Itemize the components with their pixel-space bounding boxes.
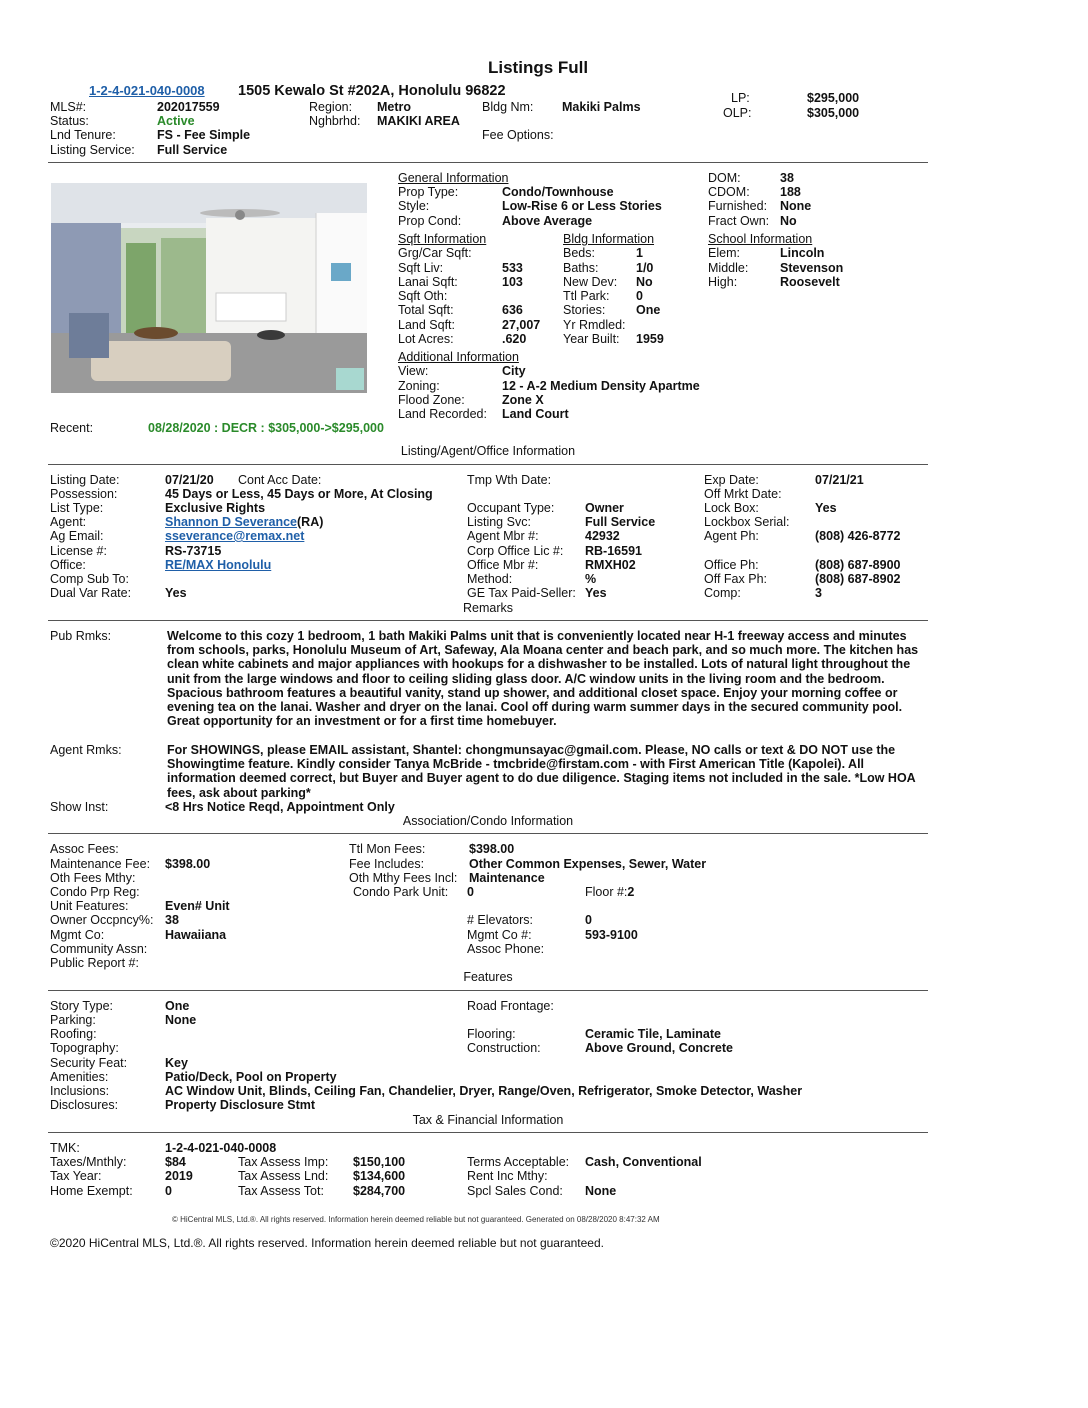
baths-label: Baths:: [563, 261, 599, 275]
terms-value: Cash, Conventional: [585, 1155, 702, 1169]
dual-label: Dual Var Rate:: [50, 586, 132, 600]
lockbox-label: Lock Box:: [704, 501, 759, 515]
fee-incl-label: Fee Includes:: [349, 857, 425, 871]
rent-inc-label: Rent Inc Mthy:: [467, 1169, 548, 1183]
listing-address: 1505 Kewalo St #202A, Honolulu 96822: [238, 83, 506, 99]
tax-year-label: Tax Year:: [50, 1169, 102, 1183]
license-label: License #:: [50, 544, 107, 558]
agent-mbr-value: 42932: [585, 529, 620, 543]
public-report-label: Public Report #:: [50, 956, 139, 970]
section-features-heading: Features: [463, 970, 513, 984]
topography-label: Topography:: [50, 1041, 119, 1055]
assess-lnd-value: $134,600: [353, 1169, 406, 1183]
show-inst-label: Show Inst:: [50, 800, 109, 814]
exp-date-label: Exp Date:: [704, 473, 759, 487]
dual-value: Yes: [165, 586, 187, 600]
recent-value: 08/28/2020 : DECR : $305,000->$295,000: [148, 421, 384, 435]
method-value: %: [585, 572, 597, 586]
park-label: Ttl Park:: [563, 289, 610, 303]
maint-fee-value: $398.00: [165, 857, 211, 871]
license-value: RS-73715: [165, 544, 222, 558]
rmdled-label: Yr Rmdled:: [563, 318, 626, 332]
general-heading: General Information: [398, 171, 509, 185]
ge-tax-label: GE Tax Paid-Seller:: [467, 586, 576, 600]
status-label: Status:: [50, 114, 89, 128]
newdev-value: No: [636, 275, 653, 289]
flood-value: Zone X: [502, 393, 544, 407]
recorded-label: Land Recorded:: [398, 407, 487, 421]
furnished-label: Furnished:: [708, 199, 768, 213]
tmk-link[interactable]: 1-2-4-021-040-0008: [89, 83, 205, 98]
assoc-fees-label: Assoc Fees:: [50, 842, 119, 856]
assess-tot-value: $284,700: [353, 1184, 406, 1198]
tenure-value: FS - Fee Simple: [157, 128, 251, 142]
middle-value: Stevenson: [780, 261, 844, 275]
lockbox-value: Yes: [815, 501, 837, 515]
nghbrhd-value: MAKIKI AREA: [377, 114, 460, 128]
listing-date-value: 07/21/20: [165, 473, 214, 487]
baths-value: 1/0: [636, 261, 654, 275]
built-label: Year Built:: [563, 332, 620, 346]
maint-fee-label: Maintenance Fee:: [50, 857, 151, 871]
office-ph-value: (808) 687-8900: [815, 558, 901, 572]
condo-reg-label: Condo Prp Reg:: [50, 885, 140, 899]
dom-label: DOM:: [708, 171, 741, 185]
list-type-value: Exclusive Rights: [165, 501, 266, 515]
flooring-label: Flooring:: [467, 1027, 516, 1041]
service-value: Full Service: [157, 143, 228, 157]
amenities-label: Amenities:: [50, 1070, 109, 1084]
school-heading: School Information: [708, 232, 813, 246]
mls-label: MLS#:: [50, 100, 87, 114]
agent-label: Agent:: [50, 515, 87, 529]
total-sqft-label: Total Sqft:: [398, 303, 454, 317]
section-tax-heading: Tax & Financial Information: [412, 1113, 564, 1127]
lockbox-serial-label: Lockbox Serial:: [704, 515, 790, 529]
olp-label: OLP:: [723, 106, 752, 120]
style-value: Low-Rise 6 or Less Stories: [502, 199, 662, 213]
assess-imp-value: $150,100: [353, 1155, 406, 1169]
beds-label: Beds:: [563, 246, 595, 260]
service-label: Listing Service:: [50, 143, 135, 157]
exp-date-value: 07/21/21: [815, 473, 864, 487]
generated-footer: © HiCentral MLS, Ltd.®. All rights reserved. Information herein deemed reliable but not guaranteed. Generated on 08/28/2020 8:47:32 AM: [172, 1215, 660, 1224]
comp-value: 3: [815, 586, 822, 600]
page-title: Listings Full: [488, 58, 589, 77]
owner-occ-value: 38: [165, 913, 179, 927]
parking-value: None: [165, 1013, 197, 1027]
assess-lnd-label: Tax Assess Lnd:: [238, 1169, 329, 1183]
floor-label: Floor #:: [585, 885, 628, 899]
view-label: View:: [398, 364, 429, 378]
prop-type-value: Condo/Townhouse: [502, 185, 614, 199]
mgmt-co-value: Hawaiiana: [165, 928, 227, 942]
inclusions-label: Inclusions:: [50, 1084, 110, 1098]
zoning-value: 12 - A-2 Medium Density Apartme: [502, 379, 700, 393]
security-value: Key: [165, 1056, 188, 1070]
security-label: Security Feat:: [50, 1056, 128, 1070]
furnished-value: None: [780, 199, 812, 213]
spcl-sales-label: Spcl Sales Cond:: [467, 1184, 563, 1198]
agent-mbr-label: Agent Mbr #:: [467, 529, 539, 543]
story-label: Story Type:: [50, 999, 113, 1013]
section-remarks-heading: Remarks: [462, 601, 513, 615]
possession-label: Possession:: [50, 487, 118, 501]
lanai-value: 103: [502, 275, 523, 289]
spcl-sales-value: None: [585, 1184, 617, 1198]
pub-rmks-text: Welcome to this cozy 1 bedroom, 1 bath Makiki Palms unit that is conveniently located near H-1 freeway access and minutes from schools, parks, Honolulu Museum of Art, Safeway, Ala Moana center and beach park, and so much more. The kitchen has clean white cabinets and major appliances with hookups for a dishwasher to be installed. Lots of natural light throughout the unit from the large windows and floor to ceiling sliding glass door. A/C window units in the living room and the bedroom. Spacious bathroom features a beautiful vanity, stand up shower, and additional closet space. Enjoy your morning coffee or evening tea on the lanai. Washer and dryer on the lanai. Cool off during warm summer days in the secured community pool. Great opportunity for an investment or for a first time homebuyer.: [167, 629, 919, 729]
taxes-label: Taxes/Mnthly:: [50, 1155, 127, 1169]
divider: [48, 833, 928, 834]
cond-label: Prop Cond:: [398, 214, 462, 228]
list-type-label: List Type:: [50, 501, 104, 515]
disclosures-label: Disclosures:: [50, 1098, 119, 1112]
olp-value: $305,000: [807, 106, 860, 120]
unit-features-label: Unit Features:: [50, 899, 129, 913]
taxes-value: $84: [165, 1155, 186, 1169]
office-label: Office:: [50, 558, 86, 572]
office-link[interactable]: RE/MAX Honolulu: [165, 558, 272, 572]
office-ph-label: Office Ph:: [704, 558, 759, 572]
possession-value: 45 Days or Less, 45 Days or More, At Closing: [165, 487, 433, 501]
corp-lic-label: Corp Office Lic #:: [467, 544, 564, 558]
park-unit-value: 0: [467, 885, 474, 899]
style-label: Style:: [398, 199, 430, 213]
land-sqft-label: Land Sqft:: [398, 318, 455, 332]
lp-label: LP:: [731, 91, 750, 105]
roofing-label: Roofing:: [50, 1027, 97, 1041]
agent-suffix: (RA): [297, 515, 324, 529]
built-value: 1959: [636, 332, 664, 346]
grg-label: Grg/Car Sqft:: [398, 246, 472, 260]
oth-fees-label: Oth Fees Mthy:: [50, 871, 136, 885]
acres-value: .620: [502, 332, 527, 346]
elem-value: Lincoln: [780, 246, 825, 260]
elem-label: Elem:: [708, 246, 740, 260]
occupant-label: Occupant Type:: [467, 501, 555, 515]
terms-label: Terms Acceptable:: [467, 1155, 570, 1169]
section-assoc-heading: Association/Condo Information: [402, 814, 574, 828]
construction-label: Construction:: [467, 1041, 541, 1055]
floor-value: 2: [627, 885, 635, 899]
lp-value: $295,000: [807, 91, 860, 105]
bldg-label: Bldg Nm:: [482, 100, 534, 114]
listing-date-label: Listing Date:: [50, 473, 120, 487]
property-photo[interactable]: [51, 183, 367, 393]
fax-value: (808) 687-8902: [815, 572, 901, 586]
property-photo-image: [51, 183, 367, 393]
divider: [48, 1132, 928, 1133]
cdom-value: 188: [780, 185, 801, 199]
liv-value: 533: [502, 261, 523, 275]
listing-svc-label: Listing Svc:: [467, 515, 531, 529]
pub-rmks-label: Pub Rmks:: [50, 629, 112, 643]
bldg-value: Makiki Palms: [562, 100, 641, 114]
acres-label: Lot Acres:: [398, 332, 454, 346]
agent-name-row: [165, 515, 323, 529]
fee-options-label: Fee Options:: [482, 128, 554, 142]
mgmt-no-label: Mgmt Co #:: [467, 928, 532, 942]
flood-label: Flood Zone:: [398, 393, 465, 407]
cond-value: Above Average: [502, 214, 593, 228]
home-exempt-label: Home Exempt:: [50, 1184, 133, 1198]
elevators-label: # Elevators:: [467, 913, 534, 927]
story-value: One: [165, 999, 190, 1013]
sqft-heading: Sqft Information: [398, 232, 487, 246]
high-label: High:: [708, 275, 738, 289]
parking-label: Parking:: [50, 1013, 96, 1027]
liv-label: Sqft Liv:: [398, 261, 444, 275]
fract-value: No: [780, 214, 797, 228]
additional-heading: Additional Information: [398, 350, 519, 364]
mls-number: 202017559: [157, 100, 220, 114]
assoc-phone-label: Assoc Phone:: [467, 942, 545, 956]
tax-year-value: 2019: [165, 1169, 193, 1183]
recorded-value: Land Court: [502, 407, 569, 421]
divider: [48, 464, 928, 465]
fax-label: Off Fax Ph:: [704, 572, 767, 586]
comp-label: Comp:: [704, 586, 741, 600]
construction-value: Above Ground, Concrete: [585, 1041, 733, 1055]
stories-label: Stories:: [563, 303, 606, 317]
fee-incl-value: Other Common Expenses, Sewer, Water: [469, 857, 707, 871]
comp-sub-label: Comp Sub To:: [50, 572, 129, 586]
cdom-label: CDOM:: [708, 185, 750, 199]
method-label: Method:: [467, 572, 513, 586]
tmp-wth-label: Tmp Wth Date:: [467, 473, 552, 487]
nghbrhd-label: Nghbrhd:: [309, 114, 361, 128]
agent-rmks-label: Agent Rmks:: [50, 743, 122, 757]
road-frontage-label: Road Frontage:: [467, 999, 554, 1013]
elevators-value: 0: [585, 913, 592, 927]
ttl-mon-value: $398.00: [469, 842, 515, 856]
mgmt-co-label: Mgmt Co:: [50, 928, 105, 942]
assess-imp-label: Tax Assess Imp:: [238, 1155, 329, 1169]
assess-tot-label: Tax Assess Tot:: [238, 1184, 324, 1198]
office-mbr-label: Office Mbr #:: [467, 558, 539, 572]
copyright-footer: ©2020 HiCentral MLS, Ltd.®. All rights reserved. Information herein deemed reliable but not guaranteed.: [50, 1236, 604, 1250]
land-sqft-value: 27,007: [502, 318, 541, 332]
agent-name-link[interactable]: Shannon D Severance: [165, 515, 297, 529]
divider: [48, 990, 928, 991]
section-agent-heading: Listing/Agent/Office Information: [400, 444, 576, 458]
lanai-label: Lanai Sqft:: [398, 275, 458, 289]
tmk-value: 1-2-4-021-040-0008: [165, 1141, 277, 1155]
fract-label: Fract Own:: [708, 214, 770, 228]
disclosures-value: Property Disclosure Stmt: [165, 1098, 316, 1112]
divider: [48, 620, 928, 621]
occupant-value: Owner: [585, 501, 624, 515]
corp-lic-value: RB-16591: [585, 544, 642, 558]
home-exempt-value: 0: [165, 1184, 172, 1198]
tenure-label: Lnd Tenure:: [50, 128, 116, 142]
office-mbr-value: RMXH02: [585, 558, 636, 572]
recent-label: Recent:: [50, 421, 94, 435]
unit-features-value: Even# Unit: [165, 899, 230, 913]
park-unit-label: Condo Park Unit:: [353, 885, 449, 899]
owner-occ-label: Owner Occpncy%:: [50, 913, 154, 927]
oth-incl-label: Oth Mthy Fees Incl:: [349, 871, 458, 885]
beds-value: 1: [636, 246, 643, 260]
listing-svc-value: Full Service: [585, 515, 656, 529]
amenities-value: Patio/Deck, Pool on Property: [165, 1070, 337, 1084]
region-label: Region:: [309, 100, 353, 114]
floor-row: [585, 885, 634, 899]
dom-value: 38: [780, 171, 794, 185]
park-value: 0: [636, 289, 643, 303]
ttl-mon-label: Ttl Mon Fees:: [349, 842, 426, 856]
bldg-heading: Bldg Information: [563, 232, 655, 246]
email-label: Ag Email:: [50, 529, 104, 543]
flooring-value: Ceramic Tile, Laminate: [585, 1027, 721, 1041]
off-mrkt-label: Off Mrkt Date:: [704, 487, 782, 501]
stories-value: One: [636, 303, 661, 317]
agent-ph-label: Agent Ph:: [704, 529, 759, 543]
region-value: Metro: [377, 100, 412, 114]
middle-label: Middle:: [708, 261, 749, 275]
inclusions-value: AC Window Unit, Blinds, Ceiling Fan, Chandelier, Dryer, Range/Oven, Refrigerator, Smoke Detector, Washer: [165, 1084, 803, 1098]
prop-type-label: Prop Type:: [398, 185, 459, 199]
agent-rmks-text: For SHOWINGS, please EMAIL assistant, Shantel: chongmunsayac@gmail.com. Please, NO calls or text & DO NOT use the Showingtime feature. Kindly consider Tanya McBride - tmcbride@firstam.com - with First American Title (Kapolei). All information deemed correct, but Buyer and Buyer agent to do due diligence. Staging items not included in the sale. *Low HOA fees, ask about parking*: [167, 743, 916, 800]
zoning-label: Zoning:: [398, 379, 440, 393]
oth-incl-value: Maintenance: [469, 871, 545, 885]
newdev-label: New Dev:: [563, 275, 618, 289]
high-value: Roosevelt: [780, 275, 840, 289]
mgmt-no-value: 593-9100: [585, 928, 638, 942]
view-value: City: [502, 364, 526, 378]
divider: [48, 162, 928, 163]
total-sqft-value: 636: [502, 303, 523, 317]
status-value: Active: [157, 114, 195, 128]
agent-email-link[interactable]: sseverance@remax.net: [165, 529, 305, 543]
show-inst-value: <8 Hrs Notice Reqd, Appointment Only: [165, 800, 395, 814]
agent-ph-value: (808) 426-8772: [815, 529, 901, 543]
community-label: Community Assn:: [50, 942, 148, 956]
oth-sqft-label: Sqft Oth:: [398, 289, 448, 303]
ge-tax-value: Yes: [585, 586, 607, 600]
cont-acc-label: Cont Acc Date:: [238, 473, 322, 487]
tmk-label: TMK:: [50, 1141, 80, 1155]
